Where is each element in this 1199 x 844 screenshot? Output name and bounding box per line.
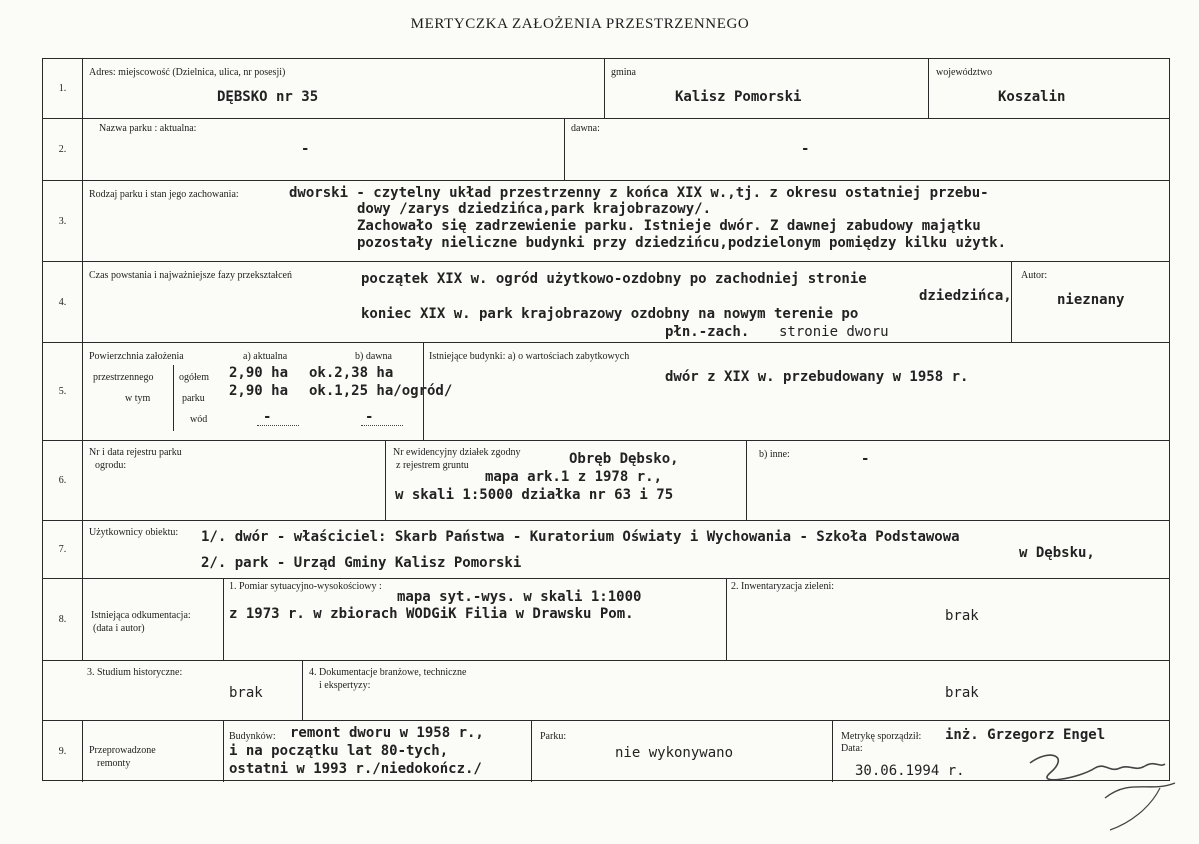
row-number: 1.	[43, 59, 83, 118]
former-name-label: dawna:	[571, 123, 600, 134]
renovations-label-2: remonty	[97, 758, 131, 769]
history-line: początek XIX w. ogród użytkowo-ozdobny po zachodniej stronie	[361, 271, 867, 287]
author-value: nieznany	[1057, 292, 1125, 308]
divider	[385, 441, 386, 520]
cadastral-line: mapa ark.1 z 1978 r.,	[485, 469, 663, 485]
cadastral-label-2: z rejestrem gruntu	[396, 460, 469, 471]
buildings-renov-label: Budynków:	[229, 731, 276, 742]
divider	[604, 59, 605, 118]
buildings-renov-line: remont dworu w 1958 r.,	[290, 725, 484, 741]
row-number: 8.	[43, 579, 83, 660]
history-line: koniec XIX w. park krajobrazowy ozdobny na nowym terenie po	[361, 306, 859, 322]
gmina-label: gmina	[611, 67, 636, 78]
survey-label: 1. Pomiar sytuacyjno-wysokościowy :	[229, 581, 382, 592]
signature-graphic	[1010, 738, 1190, 838]
area-label-2: przestrzennego	[93, 372, 154, 383]
address-label: Adres: miejscowość (Dzielnica, ulica, nr posesji)	[89, 67, 286, 78]
row-studies	[43, 661, 1169, 721]
divider	[223, 579, 224, 660]
divider	[726, 579, 727, 660]
voivodeship-label: województwo	[936, 67, 993, 78]
address-value: DĘBSKO nr 35	[217, 89, 319, 105]
divider	[1011, 262, 1012, 342]
user-line-2: 2/. park - Urząd Gminy Kalisz Pomorski	[201, 555, 522, 571]
divider	[832, 721, 833, 782]
history-label: Czas powstania i najważniejsze fazy przekształceń	[89, 270, 292, 281]
technical-docs-value: brak	[945, 685, 979, 701]
park-type-line: Zachowało się zadrzewienie parku. Istnieje dwór. Z dawnej zabudowy majątku	[357, 218, 981, 234]
greenery-value: brak	[945, 608, 979, 624]
water-former: -	[365, 409, 374, 425]
documentation-label-2: (data i autor)	[93, 623, 145, 634]
record-form	[42, 58, 1170, 781]
area-label-3: w tym	[125, 393, 151, 404]
divider	[746, 441, 747, 520]
documentation-label: Istniejąca odkumentacja:	[91, 610, 191, 621]
park-current: 2,90 ha	[229, 383, 289, 399]
cadastral-label: Nr ewidencyjny działek zgodny	[393, 447, 521, 458]
buildings-renov-line: i na początku lat 80-tych,	[229, 743, 449, 759]
row-number: 3.	[43, 181, 83, 261]
park-type-line: dowy /zarys dziedzińca,park krajobrazowy/.	[357, 201, 712, 217]
registry-label-2: ogrodu:	[95, 460, 127, 471]
other-label: b) inne:	[759, 449, 790, 460]
park-renov-label: Parku:	[540, 731, 567, 742]
history-line: stronie dworu	[779, 324, 889, 340]
row-park-type	[43, 181, 1169, 262]
divider	[423, 343, 424, 440]
park-former: ok.1,25 ha/ogród/	[309, 383, 453, 399]
prepared-by-label: Metrykę sporządził:	[841, 731, 922, 742]
park-renov-value: nie wykonywano	[615, 745, 734, 761]
history-line: płn.-zach.	[665, 324, 750, 340]
historical-study-label: 3. Studium historyczne:	[87, 667, 183, 678]
historical-study-value: brak	[229, 685, 263, 701]
buildings-value: dwór z XIX w. przebudowany w 1958 r.	[665, 369, 969, 385]
voivodeship-value: Koszalin	[998, 89, 1066, 105]
other-value: -	[861, 451, 870, 467]
row-park-name	[43, 119, 1169, 181]
divider	[531, 721, 532, 782]
current-col-label: a) aktualna	[243, 351, 288, 362]
survey-line-1: mapa syt.-wys. w skali 1:1000	[397, 589, 642, 605]
row-history	[43, 262, 1169, 343]
cadastral-line: w skali 1:5000 działka nr 63 i 75	[395, 487, 674, 503]
date-value: 30.06.1994 r.	[855, 763, 965, 779]
former-col-label: b) dawna	[355, 351, 392, 362]
row-number: 5.	[43, 343, 83, 440]
row-area	[43, 343, 1169, 441]
dotted-line	[361, 425, 403, 426]
gmina-value: Kalisz Pomorski	[675, 89, 802, 105]
water-current: -	[263, 409, 272, 425]
users-label: Użytkownicy obiektu:	[89, 527, 179, 538]
divider	[302, 661, 303, 720]
divider	[223, 721, 224, 782]
date-label: Data:	[841, 743, 863, 754]
row-number: 7.	[43, 521, 83, 578]
user-line-1: 1/. dwór - właściciel: Skarb Państwa - Kuratorium Oświaty i Wychowania - Szkoła Podstawowa	[201, 529, 960, 545]
dotted-line	[257, 425, 299, 426]
history-line: dziedzińca,	[919, 288, 1012, 304]
survey-line-2: z 1973 r. w zbiorach WODGiK Filia w Drawsku Pom.	[229, 606, 634, 622]
park-type-line: dworski - czytelny układ przestrzenny z końca XIX w.,tj. z okresu ostatniej przebu-	[289, 185, 989, 201]
divider	[928, 59, 929, 118]
prepared-by-value: inż. Grzegorz Engel	[945, 727, 1106, 743]
former-name-value: -	[801, 141, 810, 157]
row-number: 2.	[43, 119, 83, 180]
row-registry	[43, 441, 1169, 521]
current-name-value: -	[301, 141, 310, 157]
registry-label: Nr i data rejestru parku	[89, 447, 182, 458]
row-address	[43, 59, 1169, 119]
cadastral-line: Obręb Dębsko,	[569, 451, 679, 467]
row-number: 6.	[43, 441, 83, 520]
page-title: MERTYCZKA ZAŁOŻENIA PRZESTRZENNEGO	[410, 16, 750, 32]
total-label: ogółem	[179, 372, 209, 383]
row-number: 9.	[43, 721, 83, 782]
row-documentation	[43, 579, 1169, 661]
divider	[564, 119, 565, 180]
park-type-line: pozostały nieliczne budynki przy dziedzińcu,podzielonym pomiędzy kilku użytk.	[357, 235, 1007, 251]
water-label: wód	[190, 414, 208, 425]
technical-docs-label-2: i ekspertyzy:	[319, 680, 371, 691]
row-number: 4.	[43, 262, 83, 342]
current-name-label: Nazwa parku : aktualna:	[99, 123, 197, 134]
buildings-label: Istniejące budynki: a) o wartościach zabytkowych	[429, 351, 630, 362]
total-former: ok.2,38 ha	[309, 365, 394, 381]
divider	[173, 365, 174, 431]
author-label: Autor:	[1021, 270, 1048, 281]
buildings-renov-line: ostatni w 1993 r./niedokończ./	[229, 761, 482, 777]
area-label: Powierzchnia założenia	[89, 351, 184, 362]
technical-docs-label: 4. Dokumentacje branżowe, techniczne	[309, 667, 467, 678]
row-users	[43, 521, 1169, 579]
park-label: parku	[182, 393, 205, 404]
row-renovations	[43, 721, 1169, 782]
greenery-label: 2. Inwentaryzacja zieleni:	[731, 581, 834, 592]
user-line-1b: w Dębsku,	[1019, 545, 1095, 561]
renovations-label: Przeprowadzone	[89, 745, 156, 756]
park-type-label: Rodzaj parku i stan jego zachowania:	[89, 189, 239, 200]
total-current: 2,90 ha	[229, 365, 289, 381]
